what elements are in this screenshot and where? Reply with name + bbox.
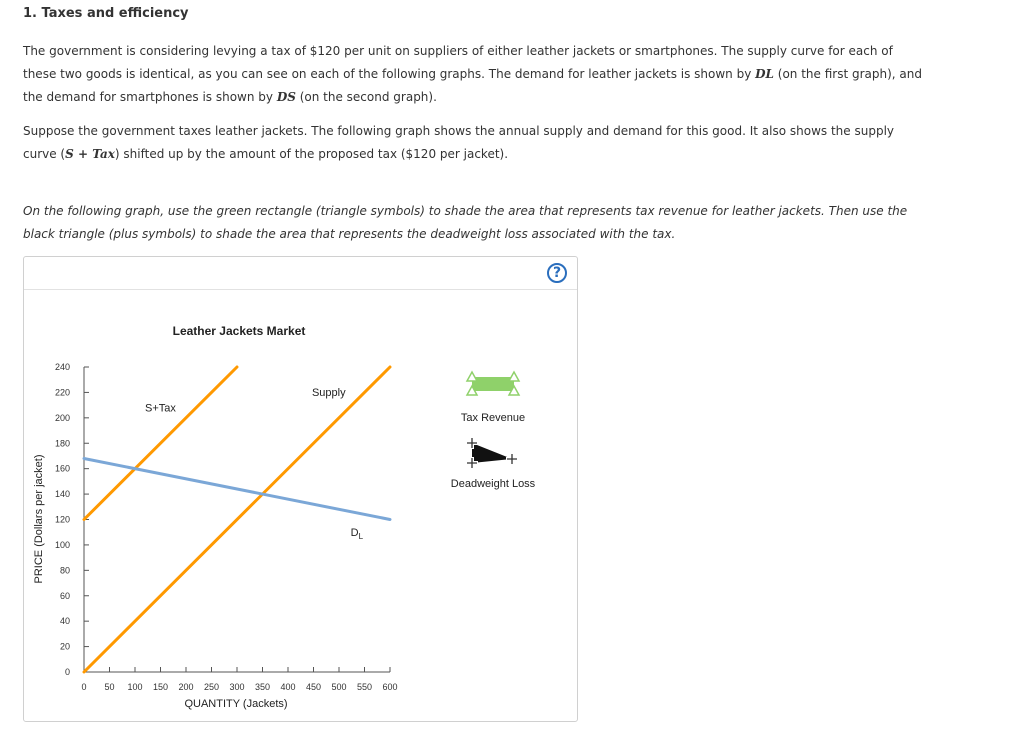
x-tick-label-100: 100 — [127, 682, 143, 692]
deadweight-loss-plus-marker-2 — [507, 454, 517, 464]
y-tick-label-60: 60 — [59, 590, 70, 601]
instruction-paragraph: On the following graph, use the green rectangle (triangle symbols) to shade the area that represents tax revenue for leather jackets. Then use the black triangle (plus symbols) to shade the area that represents the deadweight loss associated with the tax. — [23, 204, 908, 241]
y-tick-label-40: 40 — [59, 616, 70, 627]
tax-paragraph: Suppose the government taxes leather jackets. The following graph shows the annual supply and demand for this good. It also shows the supply curve (S + Tax) shifted up by the amount of the proposed tax ($120 per jacket). — [23, 124, 895, 161]
x-tick-label-300: 300 — [229, 682, 245, 692]
y-axis-title: PRICE (Dollars per jacket) — [33, 454, 45, 584]
x-tick-label-600: 600 — [382, 682, 398, 692]
x-tick-label-400: 400 — [280, 682, 296, 692]
y-tick-label-80: 80 — [59, 565, 70, 576]
y-tick-label-0: 0 — [64, 667, 70, 677]
chart-area[interactable] — [24, 257, 579, 723]
x-tick-label-0: 0 — [81, 682, 87, 692]
y-tick-label-180: 180 — [54, 438, 70, 449]
x-axis-title: QUANTITY (Jackets) — [184, 698, 288, 710]
y-tick-label-240: 240 — [54, 362, 70, 372]
curve-label-supply: Supply — [311, 387, 346, 400]
y-tick-label-220: 220 — [54, 387, 70, 398]
demand-smartphones-symbol: DS — [276, 90, 296, 104]
help-icon[interactable]: ? — [547, 263, 567, 283]
demand-leather-symbol: DL — [755, 67, 774, 81]
x-tick-label-150: 150 — [152, 682, 169, 692]
supply-plus-tax-symbol: S + Tax — [65, 147, 115, 161]
y-tick-label-20: 20 — [59, 641, 70, 652]
x-tick-label-350: 350 — [254, 682, 271, 692]
series-line-s-tax — [84, 367, 237, 520]
x-tick-label-500: 500 — [331, 682, 347, 692]
intro-paragraph: The government is considering levying a tax of $120 per unit on suppliers of either leather jackets or smartphones. The supply curve for each of these two goods is identical, as you can see on each of the following graphs. The demand for leather jackets is shown by DL (on the first graph), and the demand for smartphones is shown by DS (on the second graph). — [23, 44, 923, 104]
y-tick-label-200: 200 — [54, 412, 70, 423]
question-title: 1. Taxes and efficiency — [23, 6, 189, 21]
x-tick-label-50: 50 — [104, 682, 115, 692]
curve-label-s-tax: S+Tax — [145, 402, 176, 415]
tax-revenue-triangle-marker-0 — [467, 372, 477, 381]
x-tick-label-450: 450 — [305, 682, 322, 692]
x-tick-label-550: 550 — [356, 682, 373, 692]
y-tick-label-120: 120 — [54, 514, 70, 525]
chart-title: Leather Jackets Market — [172, 324, 306, 338]
curve-label-dl: $D_L$ — [350, 527, 364, 542]
x-tick-label-250: 250 — [203, 682, 220, 692]
graph-panel — [23, 256, 578, 722]
deadweight-loss-label: Deadweight Loss — [450, 478, 536, 490]
tax-revenue-icon — [472, 377, 514, 391]
y-tick-label-140: 140 — [54, 489, 70, 500]
x-tick-label-200: 200 — [178, 682, 194, 692]
y-tick-label-100: 100 — [54, 539, 70, 550]
series-line-dl — [84, 459, 390, 520]
tax-revenue-label: Tax Revenue — [460, 412, 526, 424]
series-line-supply — [84, 367, 390, 672]
tax-revenue-triangle-marker-1 — [509, 372, 519, 381]
y-tick-label-160: 160 — [54, 463, 70, 474]
